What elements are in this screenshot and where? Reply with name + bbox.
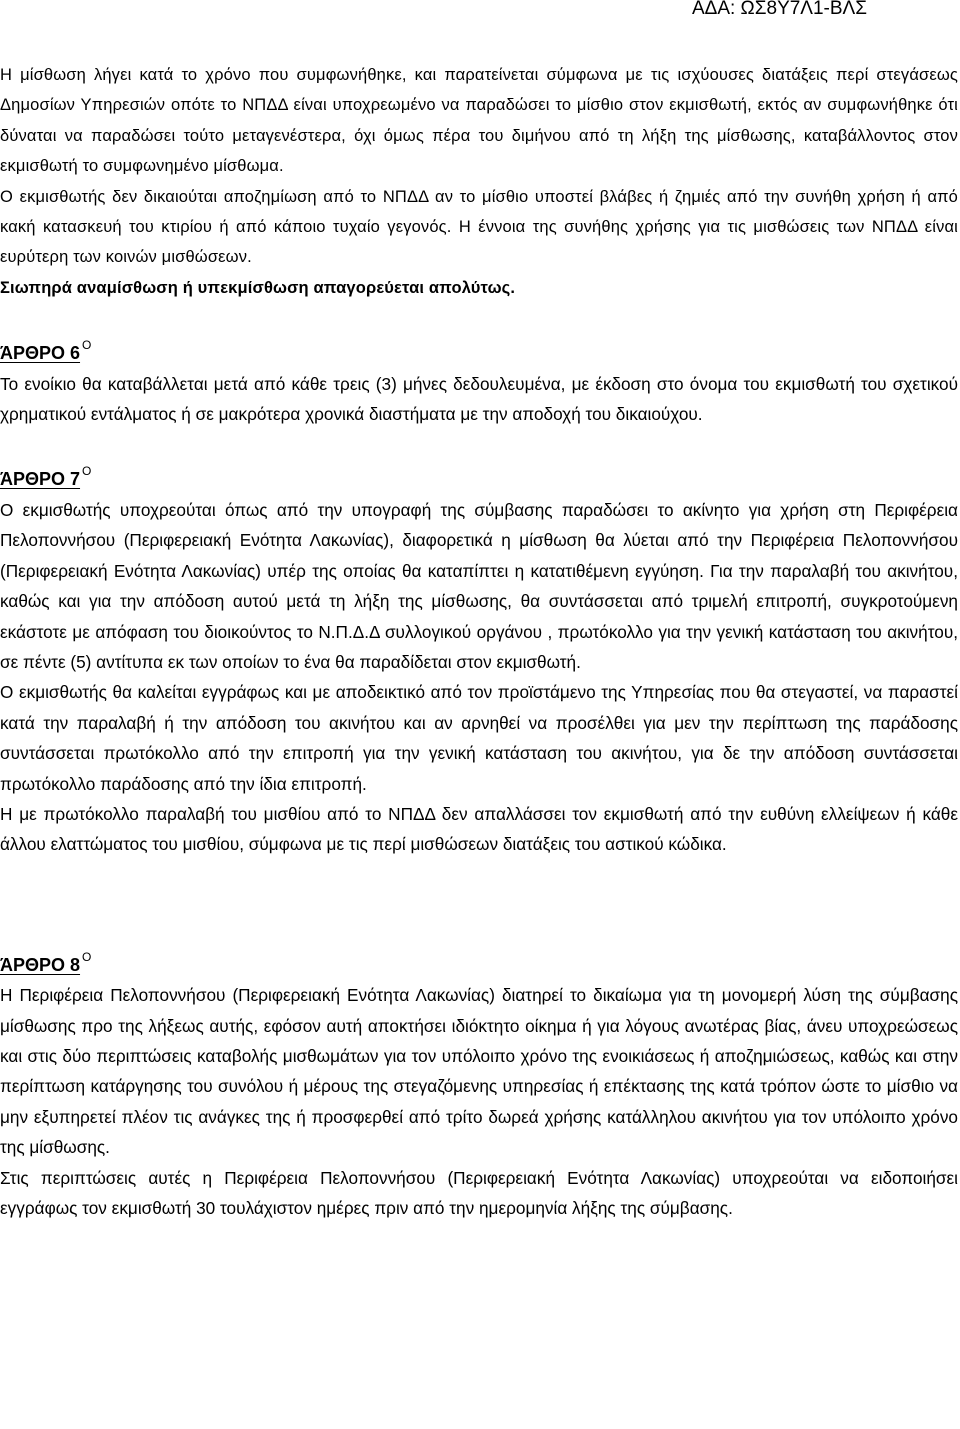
article-6-title: ΆΡΘΡΟ 6 $^O$ xyxy=(0,333,958,368)
intro-paragraph-compensation: Ο εκμισθωτής δεν δικαιούται αποζημίωση από το ΝΠΔΔ αν το μίσθιο υποστεί βλάβες ή ζημιές από την συνήθη χρήση ή από κακή κατασκευή του κτιρίου ή από κάποιο τυχαίο γεγονός. Η έννοια της συνήθης χρήσης για τις μισθώσεις των ΝΠΔΔ είναι ευρύτερη των κοινών μισθώσεων. xyxy=(0,187,958,267)
ada-header: ΑΔΑ: ΩΣ8Υ7Λ1-ΒΛΣ xyxy=(691,0,867,19)
article-7 xyxy=(0,459,958,859)
article-6 xyxy=(0,333,958,429)
intro-paragraph-lease-expiry: Η μίσθωση λήγει κατά το χρόνο που συμφωνήθηκε, και παρατείνεται σύμφωνα με τις ισχύουσες διατάξεις περί στεγάσεως Δημοσίων Υπηρεσιών οπότε το ΝΠΔΔ είναι υποχρεωμένο να παραδώσει το μίσθιο στον εκμισθωτή, εκτός αν συμφωνήθηκε ότι δύναται να παραδώσει τούτο μεταγενέστερα, όχι όμως πέρα του διμήνου από τη λήξη της μίσθωσης, καταβάλλοντος στον εκμισθωτή το συμφωνημένο μίσθωμα. xyxy=(0,66,958,176)
article-7-paragraph-liability: Η με πρωτόκολλο παραλαβή του μισθίου από το ΝΠΔΔ δεν απαλλάσσει τον εκμισθωτή από την ευθύνη ελλείψεων ή κάθε άλλου ελαττώματος του μισθίου, σύμφωνα με τις περί μισθώσεων διατάξεις του αστικού κώδικα. xyxy=(0,803,958,855)
article-8-paragraph-termination: Η Περιφέρεια Πελοποννήσου (Περιφερειακή Ενότητα Λακωνίας) διατηρεί το δικαίωμα για τη μονομερή λύση της σύμβασης μίσθωσης προ της λήξεως αυτής, εφόσον αυτή αποκτήσει ιδιόκτητο οίκημα ή για λόγους ανωτέρας βίας, άνευ υποχρεώσεως και στις δύο περιπτώσεις καταβολής μισθωμάτων για τον υπόλοιπο χρόνο της ενοικιάσεως ή αποζημιώσεως, καθώς και στην περίπτωση κατάργησης του συνόλου ή μέρους της στεγαζόμενης υπηρεσίας ή επέκτασης της κατά τρόπον ώστε το μίσθιο να μην εξυπηρετεί πλέον τις ανάγκες της ή προσφερθεί από τρίτο δωρεά χρήσης κατάλληλου ακινήτου για τον υπόλοιπο χρόνο της μίσθωσης. xyxy=(0,985,958,1158)
document-body xyxy=(0,60,958,1223)
article-7-paragraph-delivery: Ο εκμισθωτής υποχρεούται όπως από την υπογραφή της σύμβασης παραδώσει το ακίνητο για χρήση στη Περιφέρεια Πελοποννήσου (Περιφερειακή Ενότητα Λακωνίας), διαφορετικά η μίσθωση θα λύεται από την Περιφέρεια Πελοποννήσου (Περιφερειακή Ενότητα Λακωνίας) υπέρ της οποίας θα καταπίπτει η κατατιθέμενη εγγύηση. Για την παραλαβή του ακινήτου, καθώς και για την απόδοση αυτού μετά τη λήξη της μίσθωσης, θα συντάσσεται από τριμελή επιτροπή, συγκροτούμενη εκάστοτε με απόφαση του διοικούντος το Ν.Π.Δ.Δ συλλογικού οργάνου , πρωτόκολλο για την γενική κατάσταση του ακινήτου, σε πέντε (5) αντίτυπα εκ των οποίων το ένα θα παραδίδεται στον εκμισθωτή. xyxy=(0,499,958,672)
article-8-paragraph-notice: Στις περιπτώσεις αυτές η Περιφέρεια Πελοποννήσου (Περιφερειακή Ενότητα Λακωνίας) υποχρεούται να ειδοποιήσει εγγράφως τον εκμισθωτή 30 τουλάχιστον ημέρες πριν από την ημερομηνία λήξης της σύμβασης. xyxy=(0,1167,958,1218)
article-8 xyxy=(0,945,958,1224)
intro-section xyxy=(0,60,958,303)
article-7-title: ΆΡΘΡΟ 7 $^O$ xyxy=(0,459,958,494)
article-7-ordinal: Ο xyxy=(82,464,92,479)
article-6-paragraph-rent: Το ενοίκιο θα καταβάλλεται μετά από κάθε τρεις (3) μήνες δεδουλευμένα, με έκδοση στο όνομα του εκμισθωτή του σχετικού χρηματικού εντάλματος ή σε μακρότερα χρονικά διαστήματα με την αποδοχή του δικαιούχου. xyxy=(0,373,958,425)
article-8-ordinal: Ο xyxy=(82,949,92,964)
article-6-ordinal: Ο xyxy=(82,338,92,353)
article-7-paragraph-invitation: Ο εκμισθωτής θα καλείται εγγράφως και με αποδεικτικό από τον προϊστάμενο της Υπηρεσίας που θα στεγαστεί, να παραστεί κατά την παραλαβή ή την απόδοση του ακινήτου και αν αρνηθεί να προσέλθει για μεν την περίπτωση της παράδοσης συντάσσεται πρωτόκολλο από την επιτροπή για την γενική κατάσταση του ακινήτου, για δε την απόδοση συντάσσεται πρωτόκολλο παράδοσης από την ίδια επιτροπή. xyxy=(0,682,958,794)
intro-paragraph-sublease-ban: Σιωπηρά αναμίσθωση ή υπεκμίσθωση απαγορεύεται απολύτως. xyxy=(0,278,516,297)
article-8-title: ΆΡΘΡΟ 8 $^O$ xyxy=(0,945,958,980)
